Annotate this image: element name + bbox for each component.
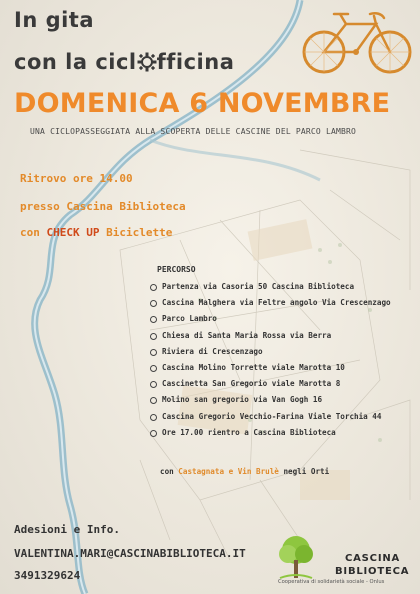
title-line-1: In gita — [14, 8, 95, 32]
meeting-place: presso Cascina Biblioteca — [20, 200, 186, 213]
route-stop — [150, 428, 391, 444]
event-date: DOMENICA 6 NOVEMBRE — [14, 88, 391, 119]
route-stop-label: Cascina Gregorio Vecchio-Farina Viale Torchia 44 — [162, 411, 382, 421]
route-stop — [150, 314, 391, 330]
route-stop-label: Partenza via Casoria 50 Cascina Biblioteca — [162, 282, 355, 291]
route-stop-label: Chiesa di Santa Maria Rossa via Berra — [162, 330, 332, 340]
meeting-time: Ritrovo ore 14.00 — [20, 172, 133, 185]
checkup-prefix: con — [20, 226, 47, 239]
bullet-icon — [150, 414, 157, 421]
bullet-icon — [150, 284, 157, 291]
route-title: PERCORSO — [157, 265, 196, 274]
title-line-2-start: con la cicl — [14, 50, 137, 74]
title-line-2 — [14, 50, 234, 74]
contact-email[interactable]: VALENTINA.MARI@CASCINABIBLIOTECA.IT — [14, 547, 246, 560]
route-final-note — [160, 467, 329, 476]
route-stop — [150, 412, 391, 428]
bullet-icon — [150, 333, 157, 340]
logo-tagline: Cooperativa di solidarietà sociale - Onlus — [278, 579, 385, 585]
final-note-highlight: Castagnata e Vin Brulè — [178, 467, 279, 476]
final-note-prefix: con — [160, 467, 179, 476]
logo-tree-icon — [279, 536, 313, 578]
bullet-icon — [150, 349, 157, 356]
checkup-highlight: CHECK UP — [46, 226, 100, 239]
route-stop-label: Riviera di Crescenzago — [162, 346, 263, 356]
final-note-suffix: negli Orti — [278, 467, 330, 476]
contact-phone[interactable]: 3491329624 — [14, 569, 81, 582]
route-stop-label: Molino san gregorio via Van Gogh 16 — [162, 395, 323, 405]
route-stop — [150, 331, 391, 347]
route-stop-label: Cascinetta San Gregorio viale Marotta 8 — [162, 379, 341, 389]
route-stop — [150, 379, 391, 395]
route-stop-label: Cascina Malghera via Feltre angolo Via Crescenzago — [162, 298, 391, 308]
bullet-icon — [150, 430, 157, 437]
gear-icon — [137, 52, 157, 72]
bullet-icon — [150, 381, 157, 388]
event-subtitle: UNA CICLOPASSEGGIATA ALLA SCOPERTA DELLE CASCINE DEL PARCO LAMBRO — [30, 127, 357, 136]
logo-name-line-2: BIBLIOTECA — [335, 566, 410, 577]
route-stops-list — [150, 282, 391, 444]
route-stop — [150, 282, 391, 298]
bullet-icon — [150, 365, 157, 372]
route-stop — [150, 347, 391, 363]
contacts-title: Adesioni e Info. — [14, 523, 120, 536]
bicycle-icon — [300, 6, 414, 76]
route-stop-label: Cascina Molino Torrette viale Marotta 10 — [162, 362, 345, 372]
route-stop-label: Ore 17.00 rientro a Cascina Biblioteca — [162, 427, 336, 437]
bullet-icon — [150, 300, 157, 307]
meeting-checkup — [20, 226, 172, 239]
logo-name-line-1: CASCINA — [345, 553, 401, 564]
bullet-icon — [150, 316, 157, 323]
route-stop — [150, 395, 391, 411]
checkup-suffix: Biciclette — [99, 226, 173, 239]
route-stop — [150, 298, 391, 314]
route-stop — [150, 363, 391, 379]
route-stop-label: Parco Lambro — [162, 314, 217, 324]
bullet-icon — [150, 397, 157, 404]
title-line-2-end: fficina — [156, 50, 235, 74]
